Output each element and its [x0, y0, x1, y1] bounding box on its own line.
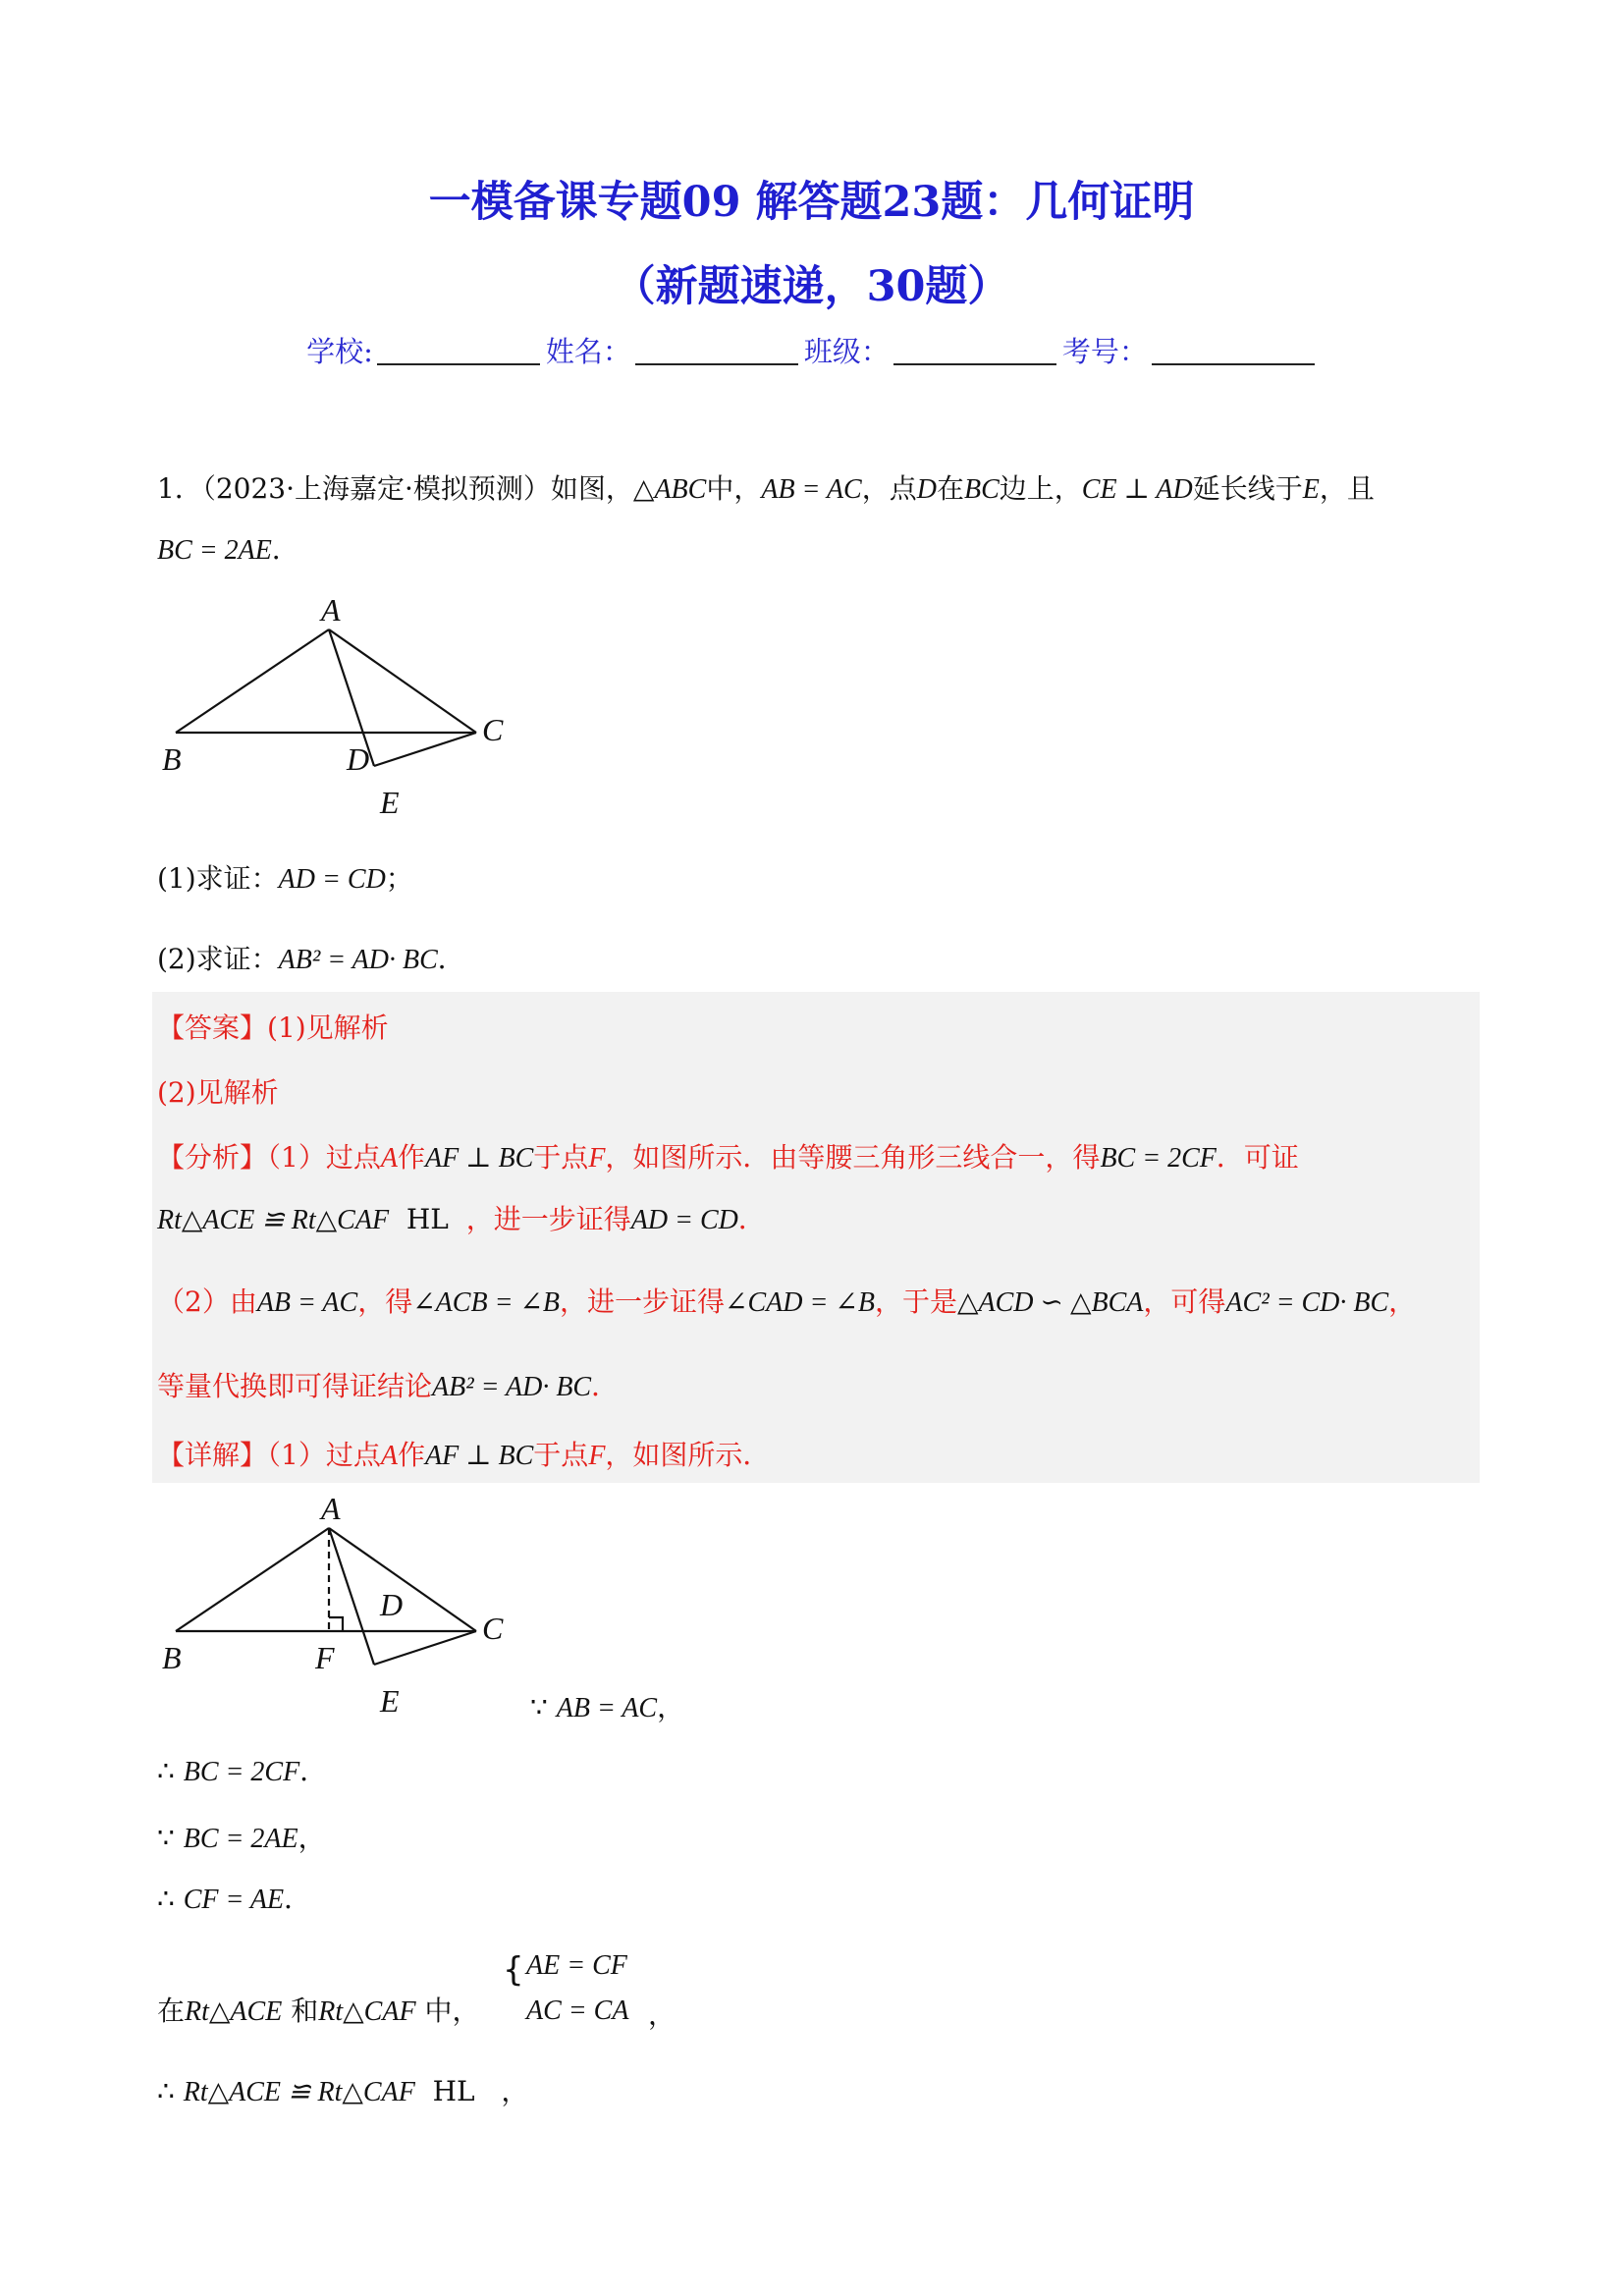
proof-step-6 [157, 2070, 528, 2109]
because-symbol: ∵ [530, 1691, 548, 1723]
analysis-l2e: ． [737, 1203, 766, 1235]
proof-step-5 [157, 1990, 479, 2029]
proof-s5-t1: Rt△ACE [185, 1996, 283, 2027]
proof-s5-and: 和 [291, 1995, 319, 2027]
answer-analysis-box [152, 992, 1480, 1483]
stem-text-4: ，点 [861, 472, 917, 505]
name-blank [635, 336, 798, 365]
answer-1: (1)见解析 [267, 1011, 389, 1044]
school-blank [377, 336, 540, 365]
class-blank [893, 336, 1056, 365]
analysis-l1i: ．可证 [1216, 1141, 1299, 1174]
proof-s2-end: ． [299, 1755, 328, 1787]
stem-text-12: ，且 [1319, 472, 1375, 505]
therefore-symbol: ∴ [157, 1755, 175, 1787]
fig1-label-e: E [380, 785, 400, 820]
fig2-label-b: B [162, 1640, 182, 1675]
stem-line2-end: ． [271, 533, 299, 566]
exam-number-label: 考号： [1061, 335, 1148, 368]
fig1-label-d: D [347, 741, 370, 777]
analysis-line-1 [157, 1136, 1299, 1175]
stem-text-10: 延长线于 [1192, 472, 1303, 505]
proof-s3-end: ， [298, 1822, 326, 1854]
proof-s5-mid: 中， [424, 1995, 480, 2027]
proof-s6-end: ， [501, 2075, 529, 2107]
stem-math-d: D [916, 474, 937, 505]
proof-s6-hl: HL [432, 2075, 475, 2107]
fig2-label-a: A [321, 1491, 341, 1526]
stem-text-8: 边上， [999, 472, 1082, 505]
proof-s5-pre: 在 [157, 1995, 186, 2027]
therefore-symbol: ∴ [157, 2075, 175, 2107]
question-stem-line2 [157, 528, 299, 568]
stem-text-2: 中， [706, 472, 762, 505]
proof-s4-end: ． [284, 1883, 312, 1915]
analysis-l3a: （2）由 [157, 1285, 257, 1318]
detail-a: （1）过点 [267, 1439, 381, 1471]
detail-c: 作 [397, 1439, 425, 1471]
question-source: （2023·上海嘉定·模拟预测） [201, 472, 551, 505]
stem-math-bc-2ae: BC = 2AE [157, 535, 272, 566]
doc-subtitle: （新题速递，30题） [613, 262, 1010, 311]
analysis-line-3 [157, 1281, 1416, 1320]
analysis-l1b: A [380, 1143, 398, 1174]
analysis-l2b: HL [406, 1203, 449, 1235]
fig1-line-ce [374, 733, 476, 766]
therefore-symbol: ∴ [157, 1883, 175, 1915]
proof-step-3 [157, 1817, 326, 1856]
detail-e: 于点 [533, 1439, 589, 1471]
triangle-figure-1 [152, 589, 525, 825]
proof-s5-t2: Rt△CAF [318, 1996, 416, 2027]
analysis-l3c: ，得 [357, 1285, 413, 1318]
analysis-line-4 [157, 1365, 619, 1404]
analysis-l3d: ∠ACB = ∠B [412, 1287, 561, 1318]
detail-f: F [588, 1441, 606, 1471]
proof-s4: CF = AE [183, 1885, 285, 1915]
question-number: 1． [157, 472, 202, 505]
analysis-line-2 [157, 1198, 766, 1237]
analysis-l3e: ，进一步证得 [560, 1285, 726, 1318]
stem-math-bc: BC [963, 474, 1000, 505]
analysis-l2d: AD = CD [630, 1205, 738, 1235]
analysis-l3j: AC² = CD· BC [1225, 1287, 1389, 1318]
stem-math-triangle: △ABC [632, 474, 707, 505]
analysis-l2c: ，进一步证得 [465, 1203, 631, 1235]
fig2-line-ce [374, 1631, 476, 1665]
fig1-label-a: A [321, 592, 341, 628]
stem-math-ab-ac: AB = AC [761, 474, 862, 505]
fig2-label-c: C [482, 1611, 504, 1646]
answer-line-2: (2)见解析 [157, 1076, 279, 1109]
fig2-right-angle-mark [329, 1617, 343, 1631]
system-eq-1 [526, 1948, 627, 1982]
doc-title: 一模备课专题09 解答题23题：几何证明 [428, 178, 1195, 227]
because-symbol: ∵ [157, 1822, 175, 1854]
name-label: 姓名： [545, 335, 631, 368]
analysis-l1g: ，如图所示．由等腰三角形三线合一，得 [605, 1141, 1101, 1174]
analysis-l3f: ∠CAD = ∠B [725, 1287, 875, 1318]
class-label: 班级： [803, 335, 890, 368]
analysis-l4c: ． [591, 1370, 620, 1402]
analysis-l3g: ，于是 [874, 1285, 957, 1318]
detail-b: A [380, 1441, 398, 1471]
sub-question-1 [157, 857, 413, 897]
sub-question-2 [157, 938, 465, 977]
sub2-label: (2)求证： [157, 943, 279, 975]
analysis-l1c: 作 [397, 1141, 425, 1174]
question-stem [157, 467, 1375, 507]
fig1-label-c: C [482, 712, 504, 747]
left-brace: { [503, 1950, 524, 1990]
stem-math-ce-perp-ad: CE ⊥ AD [1081, 474, 1193, 505]
triangle-figure-2 [152, 1488, 525, 1723]
analysis-tag: 【分析】 [157, 1141, 268, 1174]
fig2-label-e: E [380, 1683, 400, 1719]
sub1-end: ； [385, 862, 413, 895]
fig2-side-ab [176, 1528, 329, 1631]
analysis-l1a: （1）过点 [267, 1141, 381, 1174]
detail-g: ，如图所示． [605, 1439, 771, 1471]
proof-s3: BC = 2AE [183, 1824, 298, 1854]
analysis-l1h: BC = 2CF [1100, 1143, 1217, 1174]
detail-d: AF ⊥ BC [424, 1441, 534, 1471]
proof-s1: AB = AC [556, 1693, 658, 1723]
student-info-fields [0, 330, 1623, 370]
fig1-side-ac [329, 629, 476, 733]
sub2-math: AB² = AD· BC [278, 945, 438, 975]
analysis-l4b: AB² = AD· BC [432, 1372, 592, 1402]
analysis-l1d: AF ⊥ BC [424, 1143, 534, 1174]
analysis-l1e: 于点 [533, 1141, 589, 1174]
stem-math-e: E [1302, 474, 1320, 505]
analysis-l4a: 等量代换即可得证结论 [157, 1370, 433, 1402]
sub1-math: AD = CD [278, 864, 386, 895]
stem-text-0: 如图， [550, 472, 633, 505]
proof-s5-end: ， [648, 1998, 676, 2031]
answer-line-1 [157, 1007, 389, 1046]
analysis-l3h: △ACD ∽ △BCA [956, 1287, 1144, 1318]
answer-tag: 【答案】 [157, 1011, 268, 1044]
fig2-label-f: F [315, 1640, 335, 1675]
proof-s5-eq1: AE = CF [526, 1950, 627, 1981]
detail-line-1 [157, 1434, 770, 1473]
analysis-l3i: ，可得 [1143, 1285, 1226, 1318]
proof-step-4 [157, 1878, 311, 1917]
analysis-l3b: AB = AC [256, 1287, 358, 1318]
proof-s6: Rt△ACE ≌ Rt△CAF [183, 2077, 415, 2107]
fig2-label-d: D [380, 1587, 404, 1622]
proof-step-1 [530, 1686, 684, 1725]
analysis-l1f: F [588, 1143, 606, 1174]
exam-number-blank [1152, 336, 1315, 365]
sub2-end: ． [437, 943, 465, 975]
proof-step-2 [157, 1750, 327, 1789]
proof-s1-end: ， [657, 1691, 685, 1723]
system-eq-2 [526, 1994, 628, 2027]
analysis-l3k: ， [1388, 1285, 1417, 1318]
analysis-l2a: Rt△ACE ≌ Rt△CAF [157, 1205, 390, 1235]
sub1-label: (1)求证： [157, 862, 279, 895]
stem-text-6: 在 [936, 472, 964, 505]
fig1-label-b: B [162, 741, 182, 777]
school-label: 学校: [306, 335, 373, 368]
proof-s5-eq2: AC = CA [526, 1995, 629, 2026]
detail-tag: 【详解】 [157, 1439, 268, 1471]
fig2-line-ae [329, 1528, 374, 1665]
fig1-side-ab [176, 629, 329, 733]
proof-s2: BC = 2CF [183, 1757, 300, 1787]
